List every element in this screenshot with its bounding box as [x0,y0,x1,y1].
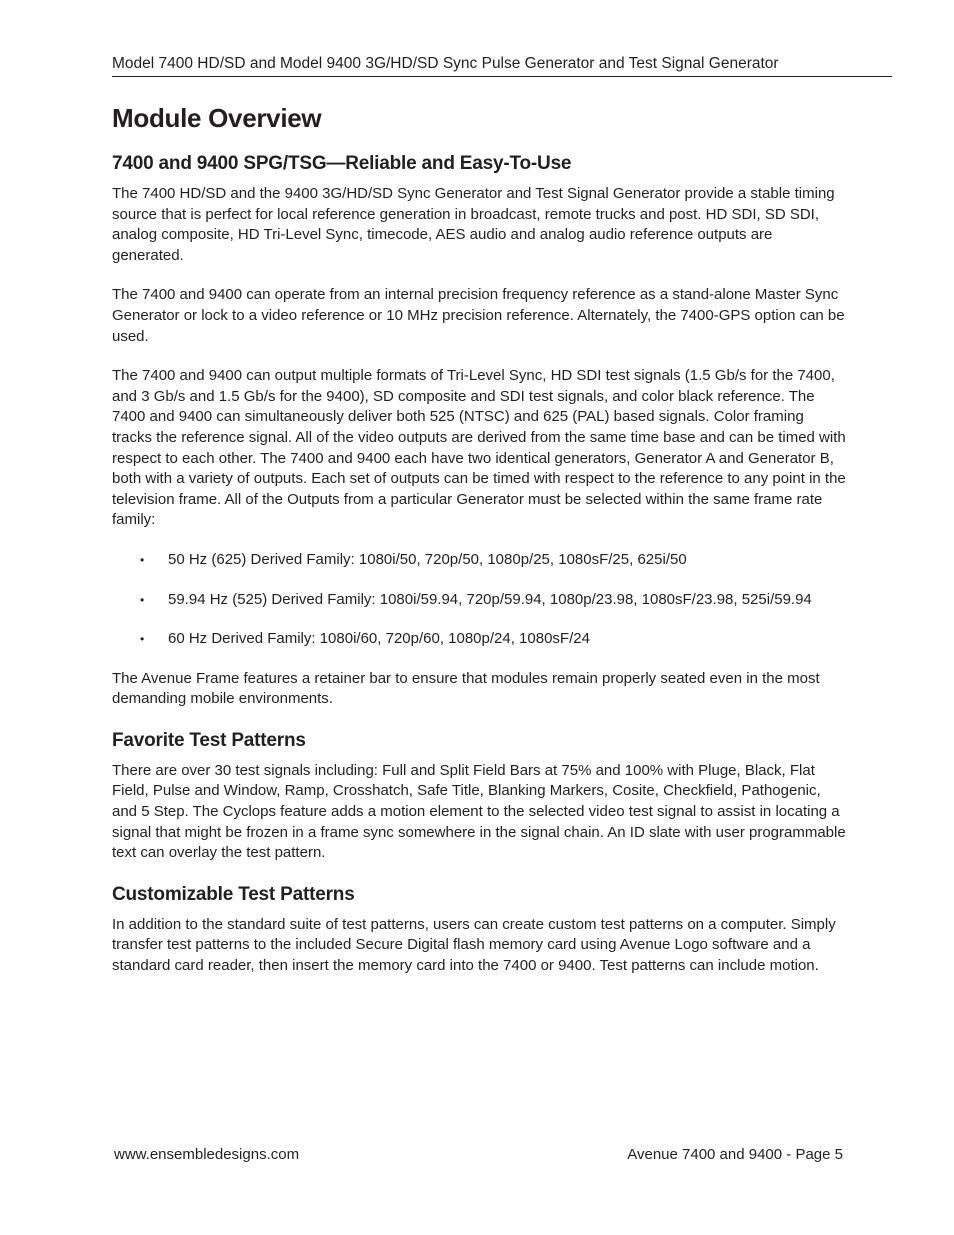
running-header: Model 7400 HD/SD and Model 9400 3G/HD/SD Sync Pulse Generator and Test Signal Generator [112,54,892,77]
bullet-icon: • [140,632,145,647]
bullet-icon: • [140,592,145,607]
paragraph-test-signals: There are over 30 test signals including: Full and Split Field Bars at 75% and 100% with Pluge, Black, Flat Field, Pulse and Window, Ramp, Crosshatch, Safe Title, Blanking Markers, Cosite, Checkfield, Pathogenic, and 5 Step. The Cyclops feature adds a motion element to the selected video test signal to assist in locating a signal that might be frozen in a frame sync somewhere in the signal chain. An ID slate with user programmable text can overlay the test pattern. [112,761,846,862]
paragraph-retainer: The Avenue Frame features a retainer bar to ensure that modules remain properly seated even in the most demanding mobile environments. [112,669,820,708]
list-item: • 59.94 Hz (525) Derived Family: 1080i/59.94, 720p/59.94, 1080p/23.98, 1080sF/23.98, 525i/59.94 [112,590,847,611]
section-heading-spg-tsg: 7400 and 9400 SPG/TSG—Reliable and Easy-To-Use [112,153,572,174]
website-link[interactable]: www.ensembledesigns.com [114,1146,300,1163]
list-item: • 60 Hz Derived Family: 1080i/60, 720p/60, 1080p/24, 1080sF/24 [112,629,847,650]
list-item: • 50 Hz (625) Derived Family: 1080i/50, 720p/50, 1080p/25, 1080sF/25, 625i/50 [112,550,847,571]
bullet-icon: • [140,552,145,567]
section-heading-custom-patterns: Customizable Test Patterns [112,883,355,905]
frame-rate-family-list [112,550,847,650]
page-content [112,100,847,977]
page-number: Avenue 7400 and 9400 - Page 5 [627,1146,843,1163]
section-heading-favorite-patterns: Favorite Test Patterns [112,729,306,751]
paragraph-outputs: The 7400 and 9400 can output multiple formats of Tri-Level Sync, HD SDI test signals (1.5 Gb/s for the 7400, and 3 Gb/s and 1.5 Gb/s for the 9400), SD composite and SDI test signals, and color black reference. The 7400 and 9400 can simultaneously deliver both 525 (NTSC) and 625 (PAL) based signals. Color framing tracks the reference signal. All of the video outputs are derived from the same time base and can be timed with respect to each other. The 7400 and 9400 each have two identical generators, Generator A and Generator B, both with a variety of outputs. Each set of outputs can be timed with respect to the reference to any point in the television frame. All of the Outputs from a particular Generator must be selected within the same frame rate family: [112,367,846,529]
paragraph-intro: The 7400 HD/SD and the 9400 3G/HD/SD Sync Generator and Test Signal Generator provide a stable timing source that is perfect for local reference generation in broadcast, remote trucks and post. HD SDI, SD SDI, analog composite, HD Tri-Level Sync, timecode, AES audio and analog audio reference outputs are generated. [112,185,835,264]
paragraph-custom-patterns: In addition to the standard suite of test patterns, users can create custom test patterns on a computer. Simply transfer test patterns to the included Secure Digital flash memory card using Avenue Logo software and a standard card reader, then insert the memory card into the 7400 or 9400. Test patterns can include motion. [112,915,836,975]
page-title: Module Overview [112,103,322,133]
paragraph-reference: The 7400 and 9400 can operate from an internal precision frequency reference as a stand-alone Master Sync Generator or lock to a video reference or 10 MHz precision reference. Alternately, the 7400-GPS option can be used. [112,286,845,345]
